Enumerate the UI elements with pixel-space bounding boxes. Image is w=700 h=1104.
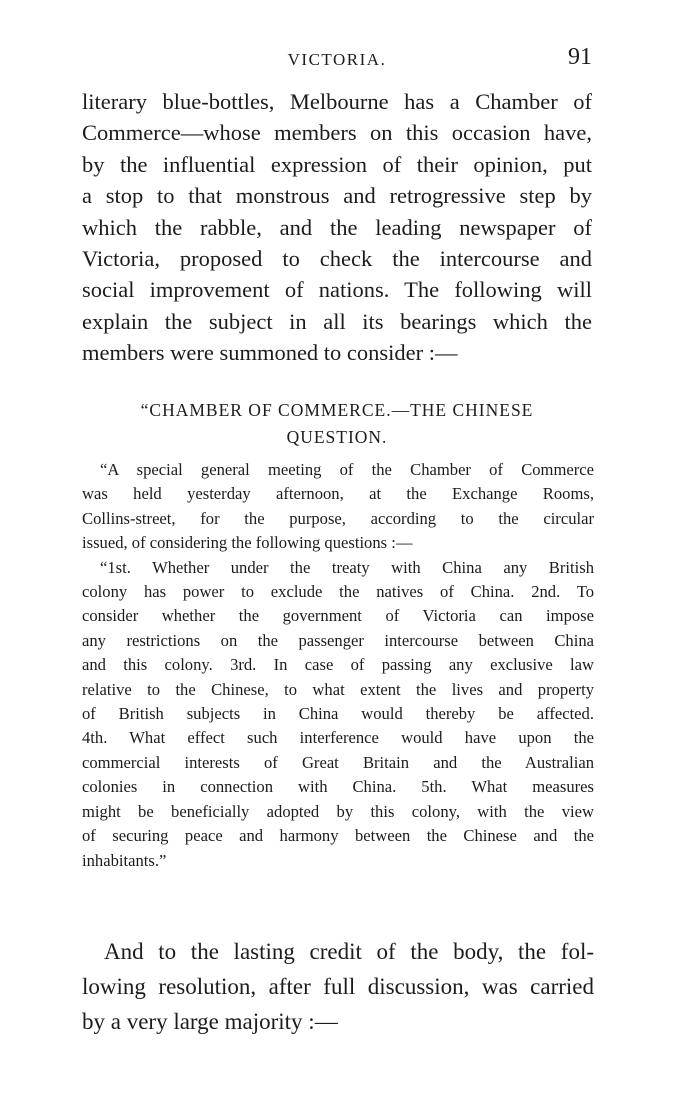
text-line: members were summoned to consider :— xyxy=(82,340,458,366)
text-line: a stop to that monstrous and retrogressive step by xyxy=(82,183,592,209)
quote-line: “1st. Whether under the treaty with China any British xyxy=(100,557,594,577)
heading-line-1: “CHAMBER OF COMMERCE.—THE CHINESE xyxy=(140,400,534,420)
text-line: by the influential expression of their opinion, put xyxy=(82,151,592,177)
text-line: Commerce—whose members on this occasion have, xyxy=(82,120,592,146)
text-line: literary blue-bottles, Melbourne has a Chamber of xyxy=(82,89,592,114)
text-line: explain the subject in all its bearings which the xyxy=(82,308,592,334)
text-line: Victoria, proposed to check the intercourse and xyxy=(82,246,592,272)
quote-line: relative to the Chinese, to what extent the lives and property xyxy=(82,679,594,699)
quote-line: issued, of considering the following questions :— xyxy=(82,533,413,553)
intro-paragraph xyxy=(82,86,592,369)
running-title: VICTORIA. xyxy=(287,50,387,69)
quote-line: of securing peace and harmony between the Chinese and the xyxy=(82,826,594,846)
quoted-heading xyxy=(82,397,592,451)
quote-line: Collins-street, for the purpose, according to the circular xyxy=(82,508,594,528)
quote-line: “A special general meeting of the Chamber of Commerce xyxy=(100,460,594,479)
quote-line: inhabitants.” xyxy=(82,850,167,870)
quote-line: 4th. What effect such interference would have upon the xyxy=(82,728,594,748)
text-line: by a very large majority :— xyxy=(82,1009,338,1034)
heading-line-2: QUESTION. xyxy=(286,427,388,447)
quote-line: commercial interests of Great Britain and the Australian xyxy=(82,752,594,772)
quote-line: colonies in connection with China. 5th. What measures xyxy=(82,777,594,797)
page-number: 91 xyxy=(568,44,592,70)
text-line: And to the lasting credit of the body, the fol- xyxy=(104,939,594,964)
quote-line: consider whether the government of Victoria can impose xyxy=(82,606,594,626)
text-line: social improvement of nations. The following will xyxy=(82,277,592,303)
quote-line: might be beneficially adopted by this colony, with the view xyxy=(82,801,594,821)
running-head xyxy=(82,44,592,78)
quote-line: any restrictions on the passenger intercourse between China xyxy=(82,630,594,650)
quote-line: colony has power to exclude the natives of China. 2nd. To xyxy=(82,582,594,602)
quote-line: and this colony. 3rd. In case of passing any exclusive law xyxy=(82,655,594,675)
quote-line: of British subjects in China would thereby be affected. xyxy=(82,704,594,724)
closing-paragraph xyxy=(82,934,594,1039)
quoted-passage xyxy=(82,458,594,873)
text-line: lowing resolution, after full discussion, was carried xyxy=(82,974,594,999)
quote-line: was held yesterday afternoon, at the Exchange Rooms, xyxy=(82,484,594,504)
text-line: which the rabble, and the leading newspaper of xyxy=(82,214,592,240)
